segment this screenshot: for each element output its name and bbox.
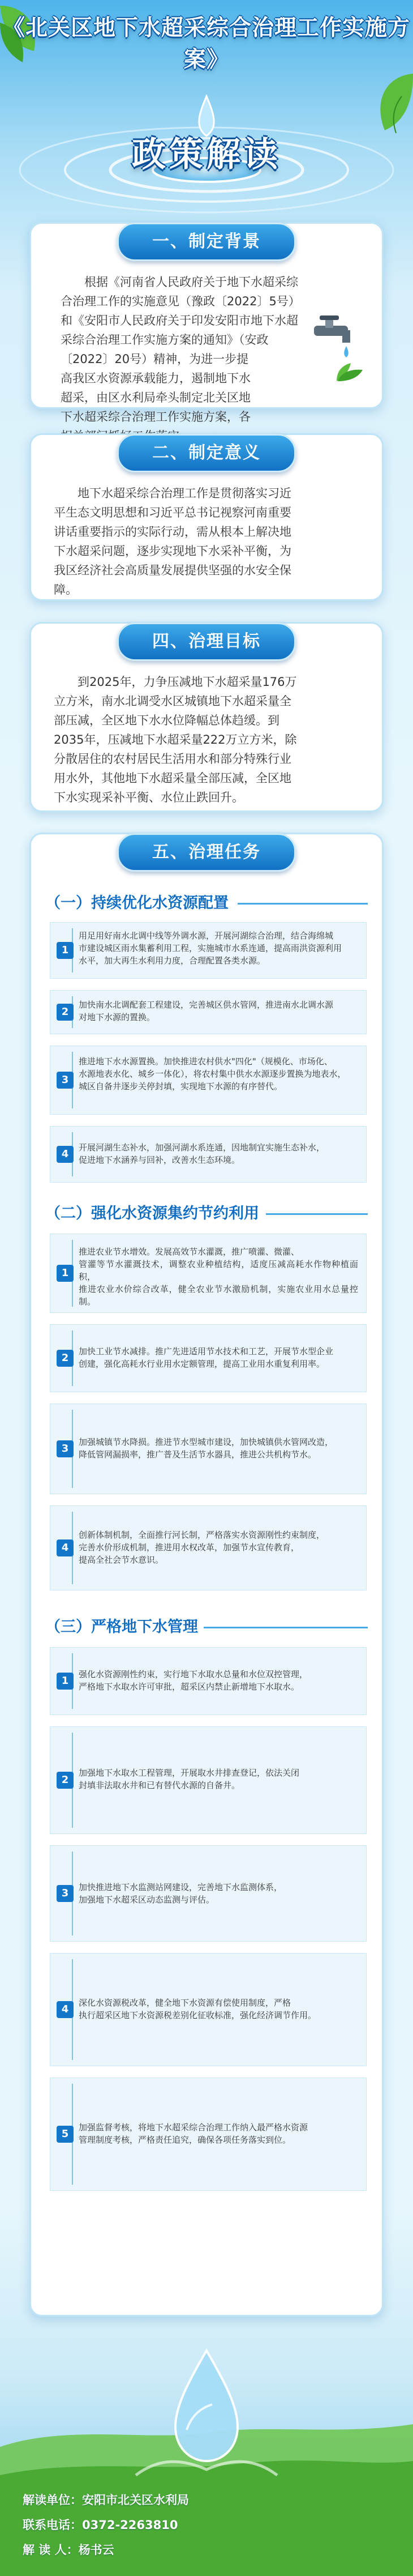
text-line: 〔2022〕20号）精神，为进一步提	[61, 352, 249, 366]
water-faucet-icon	[308, 314, 371, 382]
text-line: 下水超采综合治理工作实施方案，各	[61, 410, 251, 424]
text-line: 合治理工作的实施意见（豫政〔2022〕5号）	[61, 295, 300, 308]
footer-reader	[23, 2541, 114, 2558]
text-line: 促进地下水涵养与回补，改善水生态环境。	[79, 1155, 240, 1165]
background-card	[29, 222, 384, 424]
text-line: 超采，由区水利局牵头制定北关区地	[61, 391, 251, 404]
task-item	[50, 922, 367, 979]
text-line: 到2025年，力争压减地下水超采量176万	[78, 675, 297, 689]
task-item-text	[79, 1246, 358, 1308]
task-item	[50, 1953, 367, 2066]
footer-reader-label: 解 读 人：	[23, 2543, 79, 2557]
task-item-text	[79, 1345, 358, 1370]
text-line: 障。	[54, 583, 78, 596]
task-item	[50, 990, 367, 1034]
text-line: 讲话重要指示的实际行动，需从根本上解决地	[54, 525, 291, 539]
task-number-badge: 4	[57, 2001, 74, 2018]
text-line: 加强地下水超采区动态监测与评估。	[79, 1895, 215, 1905]
footer-unit	[23, 2491, 189, 2508]
task-item-text	[79, 1141, 358, 1166]
text-line: 用足用好南水北调中线等外调水源，开展河湖综合治理，结合海绵城	[79, 931, 334, 941]
text-line: 管理制度考核，严格责任追究，确保各项任务落实到位。	[79, 2135, 291, 2145]
goals-card	[29, 622, 384, 812]
task-number-badge: 4	[57, 1146, 74, 1163]
text-line: 对地下水源的置换。	[79, 1012, 156, 1022]
task-group-heading: （一）持续优化水资源配置	[45, 894, 229, 912]
task-number-badge: 1	[57, 1673, 74, 1690]
text-line: 加快南水北调配套工程建设，完善城区供水管网，推进南水北调水源	[79, 1000, 334, 1010]
task-item-text	[79, 999, 358, 1023]
text-line: 加快推进地下水监测站网建设，完善地下水监测体系，	[79, 1882, 283, 1892]
footer-unit-value: 安阳市北关区水利局	[82, 2493, 189, 2507]
significance-card	[29, 433, 384, 601]
text-line: 降低管网漏损率，推广普及生活节水器具，推进公共机构节水。	[79, 1449, 317, 1460]
text-line: 采综合治理工作实施方案的通知》（安政	[61, 333, 269, 347]
footer-phone-label: 联系电话：	[23, 2518, 82, 2532]
text-line: 加强地下水取水工程管理，开展取水井排查登记，依法关闭	[79, 1768, 300, 1778]
task-item-text	[79, 1436, 358, 1461]
text-line: 严格地下水取水许可审批，超采区内禁止新增地下水取水。	[79, 1682, 300, 1692]
significance-text	[54, 484, 363, 599]
footer-reader-value: 杨书云	[78, 2543, 114, 2557]
task-item	[50, 1324, 367, 1392]
task-number-badge: 5	[57, 2126, 74, 2143]
text-line: 高我区水资源承载能力，遏制地下水	[61, 372, 251, 385]
text-line: 开展河湖生态补水，加强河湖水系连通，因地制宜实施生态补水，	[79, 1142, 325, 1153]
text-line: 深化水资源税改革，健全地下水资源有偿使用制度，严格	[79, 1998, 291, 2008]
task-number-badge: 2	[57, 1004, 74, 1021]
text-line: 部压减，全区地下水水位降幅总体趋缓。到	[54, 714, 279, 727]
task-number-badge: 1	[57, 1265, 74, 1282]
text-line: 水平，加大再生水利用力度，合理配置各类水源。	[79, 956, 266, 966]
text-line: 水源地表水化、城乡一体化），将农村集中供水水源逐步置换为地表水，	[79, 1069, 346, 1079]
text-line: 下水超采问题，逐步实现地下水采补平衡，为	[54, 544, 291, 558]
section-title-background: 一、制定背景	[117, 223, 296, 261]
task-item-text	[79, 1997, 358, 2021]
text-line: 分散居住的农村居民生活用水和部分特殊行业	[54, 752, 291, 766]
text-line: 提高全社会节水意识。	[79, 1555, 164, 1565]
text-line: 根据《河南省人民政府关于地下水超采综	[84, 275, 298, 289]
task-number-badge: 3	[57, 1885, 74, 1902]
task-number-badge: 4	[57, 1539, 74, 1556]
task-number-badge: 3	[57, 1440, 74, 1457]
task-number-badge: 3	[57, 1072, 74, 1089]
task-item-text	[79, 1881, 358, 1906]
section-title-goals: 四、治理目标	[117, 622, 296, 661]
task-number-badge: 1	[57, 942, 74, 959]
task-item	[50, 2078, 367, 2191]
page-title: 《北关区地下水超采综合治理工作实施方案》	[2, 15, 410, 72]
task-item	[50, 1126, 367, 1183]
task-item-text	[79, 1055, 358, 1093]
section-title-significance: 二、制定意义	[117, 434, 296, 472]
task-item-text	[79, 1767, 358, 1792]
text-line: 管灌等节水灌溉技术，调整农业种植结构，适度压减高耗水作物种植面积，	[79, 1259, 358, 1282]
heading-underline	[238, 903, 368, 905]
footer-phone	[23, 2516, 178, 2533]
heading-underline	[266, 1213, 368, 1215]
task-group-heading: （三）严格地下水管理	[45, 1618, 198, 1636]
footer-unit-label: 解读单位：	[23, 2493, 82, 2507]
text-line: 城区自备井逐步关停封填，实现地下水源的有序替代。	[79, 1081, 283, 1091]
text-line: 封填非法取水井和已有替代水源的自备井。	[79, 1780, 240, 1790]
task-item	[50, 1046, 367, 1115]
task-group-heading: （二）强化水资源集约节约利用	[45, 1205, 259, 1222]
text-line: 创新体制机制，全面推行河长制，严格落实水资源刚性约束制度，	[79, 1530, 325, 1540]
task-item	[50, 1647, 367, 1715]
task-item-text	[79, 1529, 358, 1566]
text-line: 加快工业节水减排。推广先进适用节水技术和工艺，开展节水型企业	[79, 1346, 334, 1357]
text-line: 加强城镇节水降损。推进节水型城市建设，加快城镇供水管网改造，	[79, 1437, 334, 1447]
text-line: 立方米，南水北调受水区城镇地下水超采量全	[54, 694, 291, 708]
text-line: 推进地下水水源置换。加快推进农村供水"四化"（规模化、市场化、	[79, 1056, 333, 1067]
task-number-badge: 2	[57, 1350, 74, 1367]
text-line: 和《安阳市人民政府关于印发安阳市地下水超	[61, 314, 298, 327]
page-subtitle: 政策解读	[132, 135, 281, 174]
task-item	[50, 1404, 367, 1494]
text-line: 推进农业节水增效。发展高效节水灌溉，推广喷灌、微灌、	[79, 1247, 300, 1257]
task-item-text	[79, 929, 358, 967]
task-item-text	[79, 2121, 358, 2146]
text-line: 推进农业水价综合改革，健全农业节水激励机制，实施农业用水总量控制。	[79, 1284, 358, 1307]
text-line: 地下水超采综合治理工作是贯彻落实习近	[78, 487, 291, 500]
task-item-text	[79, 1668, 358, 1693]
task-item	[50, 1726, 367, 1834]
text-line: 市建设城区雨水集蓄利用工程，实施城市水系连通，提高雨洪资源利用	[79, 943, 342, 953]
text-line: 加强监督考核，将地下水超采综合治理工作纳入最严格水资源	[79, 2122, 308, 2133]
text-line: 创建，强化高耗水行业用水定额管理，提高工业用水重复利用率。	[79, 1359, 325, 1369]
text-line: 下水实现采补平衡、水位止跌回升。	[54, 791, 244, 804]
task-item	[50, 1845, 367, 1942]
text-line: 执行超采区地下水资源税差别化征收标准，强化经济调节作用。	[79, 2010, 317, 2020]
text-line: 平生态文明思想和习近平总书记视察河南重要	[54, 506, 291, 519]
task-number-badge: 2	[57, 1772, 74, 1789]
text-line: 我区经济社会高质量发展提供坚强的水安全保	[54, 564, 291, 577]
footer-phone-value: 0372-2263810	[82, 2518, 178, 2532]
text-line: 强化水资源刚性约束，实行地下水取水总量和水位双控管理，	[79, 1669, 308, 1679]
text-line: 完善水价形成机制，推进用水权改革，加强节水宣传教育，	[79, 1542, 300, 1553]
task-item	[50, 1505, 367, 1590]
task-item	[50, 1234, 367, 1313]
goals-text	[54, 672, 363, 807]
section-title-tasks: 五、治理任务	[117, 833, 296, 872]
heading-underline	[204, 1627, 368, 1628]
text-line: 2035年，压减地下水超采量222万立方米，除	[54, 733, 297, 747]
text-line: 用水外，其他地下水超采量全部压减，全区地	[54, 771, 291, 785]
